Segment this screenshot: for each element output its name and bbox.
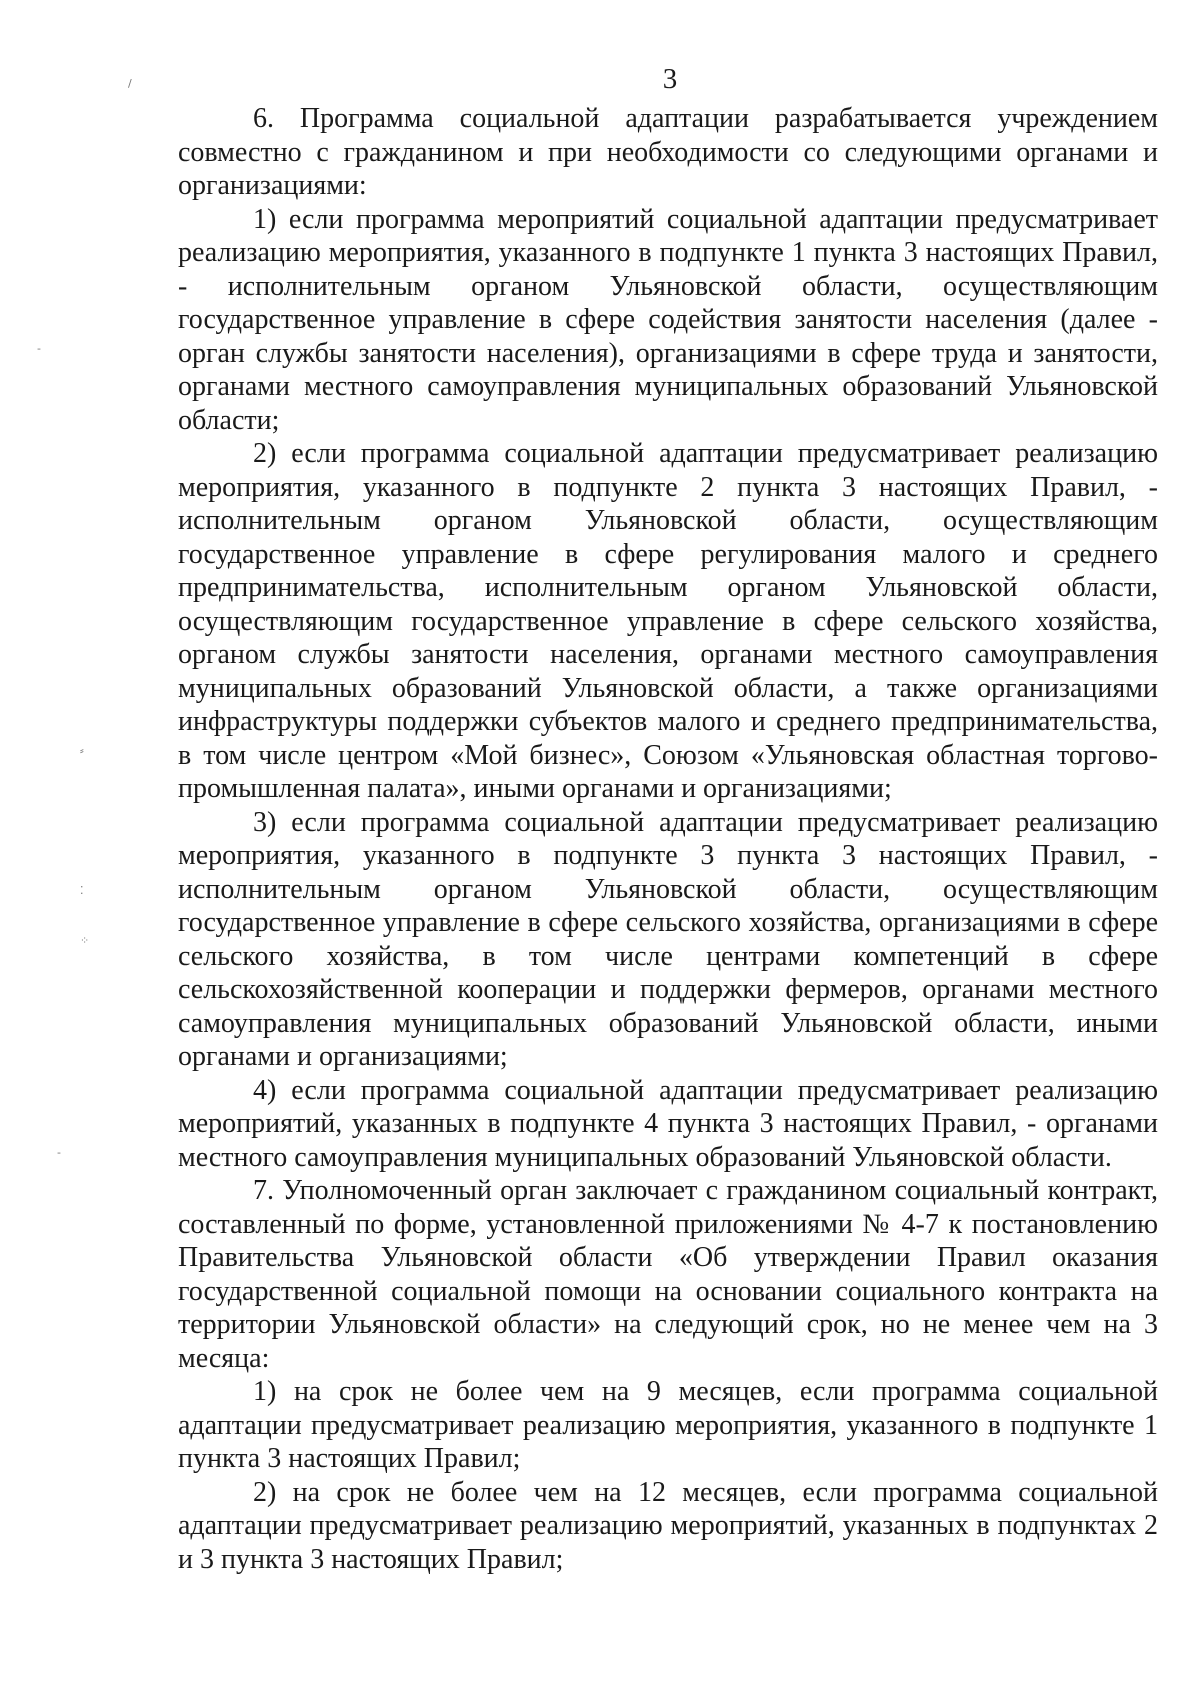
document-body [178, 102, 1158, 1576]
scan-mark: ⸗ [80, 744, 84, 757]
paragraph-6-item-3: 3) если программа социальной адаптации предусматривает реализацию мероприятия, указанного в подпункте 3 пункта 3 настоящих Правил, - исполнительным органом Ульяновской области, осуществляющим государственное управление в сфере сельского хозяйства, организациями в сфере сельского хозяйства, в том числе центрами компетенций в сфере сельскохозяйственной кооперации и поддержки фермеров, органами местного самоуправления муниципальных образований Ульяновской области, иными органами и организациями; [178, 806, 1158, 1072]
scan-mark: ⁚ [80, 884, 84, 897]
paragraph-6-item-4: 4) если программа социальной адаптации предусматривает реализацию мероприятий, указанных в подпункте 4 пункта 3 настоящих Правил, - органами местного самоуправления муниципальных образований Ульяновской области. [178, 1074, 1158, 1173]
scan-mark: - [57, 1146, 61, 1159]
paragraph-7: 7. Уполномоченный орган заключает с гражданином социальный контракт, составленный по форме, установленной приложениями № 4-7 к постановлению Правительства Ульяновской области «Об утверждении Правил оказания государственной социальной помощи на основании социального контракта на территории Ульяновской области» на следующий срок, но не менее чем на 3 месяца: [178, 1175, 1158, 1374]
paragraph-7-item-2: 2) на срок не более чем на 12 месяцев, если программа социальной адаптации предусматривает реализацию мероприятий, указанных в подпунктах 2 и 3 пункта 3 настоящих Правил; [178, 1476, 1158, 1575]
scan-mark: / [128, 77, 132, 90]
paragraph-7-item-1: 1) на срок не более чем на 9 месяцев, если программа социальной адаптации предусматривает реализацию мероприятия, указанного в подпункте 1 пункта 3 настоящих Правил; [178, 1376, 1158, 1474]
scan-mark: - [37, 342, 41, 355]
page-number: 3 [662, 63, 678, 95]
paragraph-6-item-1: 1) если программа мероприятий социальной адаптации предусматривает реализацию мероприятия, указанного в подпункте 1 пункта 3 настоящих Правил, - исполнительным органом Ульяновской области, осуществляющим государственное управление в сфере содействия занятости населения (далее - орган службы занятости населения), организациями в сфере труда и занятости, органами местного самоуправления муниципальных образований Ульяновской области; [178, 203, 1158, 436]
paragraph-6-item-2: 2) если программа социальной адаптации предусматривает реализацию мероприятия, указанного в подпункте 2 пункта 3 настоящих Правил, - исполнительным органом Ульяновской области, осуществляющим государственное управление в сфере регулирования малого и среднего предпринимательства, исполнительным органом Ульяновской области, осуществляющим государственное управление в сфере сельского хозяйства, органом службы занятости населения, органами местного самоуправления муниципальных образований Ульяновской области, а также организациями инфраструктуры поддержки субъектов малого и среднего предпринимательства, в том числе центром «Мой бизнес», Союзом «Ульяновская областная торгово-промышленная палата», иными органами и организациями; [178, 438, 1158, 804]
scan-mark: ⁘ [80, 934, 90, 947]
paragraph-6: 6. Программа социальной адаптации разрабатывается учреждением совместно с гражданином и при необходимости со следующими органами и организациями: [178, 103, 1158, 201]
